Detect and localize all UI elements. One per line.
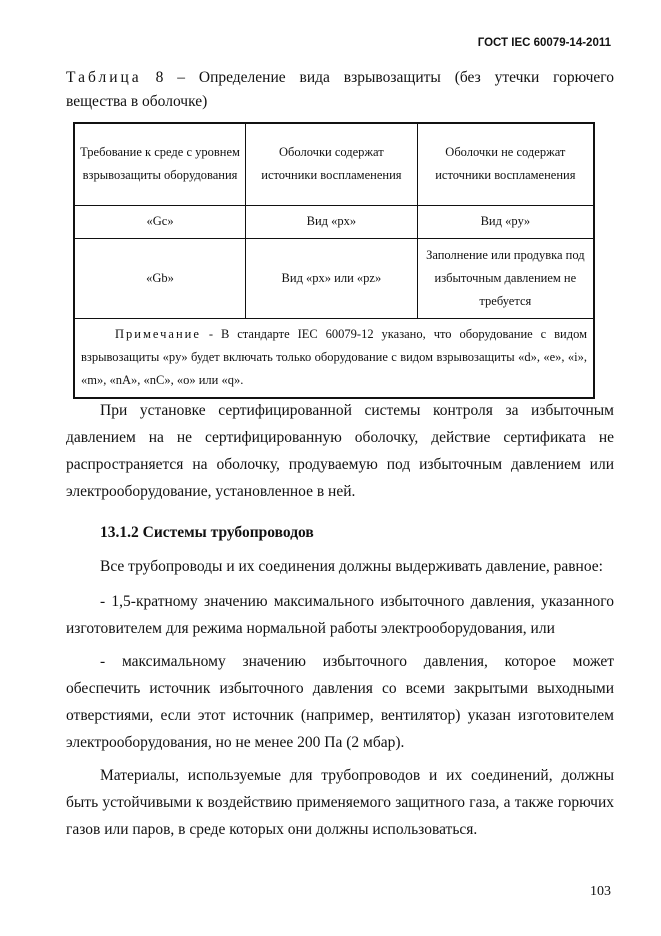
paragraph: При установке сертифицированной системы контроля за избыточным давлением на не сертифицированную оболочку, действие сертификата не распространяется на оболочку, продуваемую под избыточным давлением или электрооборудование, установленное в ней. <box>66 402 614 500</box>
section-heading: 13.1.2 Системы трубопроводов <box>100 524 314 541</box>
table-cell: Вид «py» <box>417 205 594 238</box>
table-caption <box>66 66 614 114</box>
note-label: Примечание <box>115 327 201 342</box>
table-row <box>74 238 594 318</box>
table-cell: «Gc» <box>74 205 246 238</box>
table-caption-title-cont: вещества в оболочке) <box>66 93 208 110</box>
table-caption-label: Таблица <box>66 69 142 86</box>
table-note <box>74 318 594 398</box>
table-header-row <box>74 123 594 205</box>
list-item: - максимальному значению избыточного давления, которое может обеспечить источник избыточного давления со всеми закрытыми выходными отверстиями, если этот источник (например, вентилятор) указан изготовителем электрооборудования, но не менее 200 Па (2 мбар). <box>66 653 614 751</box>
table-cell: Вид «px» или «pz» <box>246 238 418 318</box>
table-header-cell: Оболочки не содержат источники воспламенения <box>417 123 594 205</box>
paragraph: Все трубопроводы и их соединения должны выдерживать давление, равное: <box>100 558 603 575</box>
table-cell: Заполнение или продувка под избыточным давлением не требуется <box>417 238 594 318</box>
table-header-cell: Требование к среде с уровнем взрывозащиты оборудования <box>74 123 246 205</box>
table-caption-title: – Определение вида взрывозащиты (без утечки горючего <box>177 69 615 86</box>
list-item: - 1,5-кратному значению максимального избыточного давления, указанного изготовителем для режима нормальной работы электрооборудования, или <box>66 593 614 637</box>
protection-type-table <box>73 122 595 399</box>
paragraph: Материалы, используемые для трубопроводов и их соединений, должны быть устойчивыми к воздействию применяемого защитного газа, а также горючих газов или паров, в среде которых они должны использоваться. <box>66 767 614 838</box>
table-cell: «Gb» <box>74 238 246 318</box>
page-number: 103 <box>590 884 611 899</box>
table-row <box>74 205 594 238</box>
table-caption-number: 8 <box>155 69 164 86</box>
note-text: - В стандарте IEC 60079-12 указано, что оборудование с видом взрывозащиты «py» будет включать только оборудование с видом взрывозащиты «d», «e», «i», «m», «nA», «nC», «o» или «q». <box>81 327 588 388</box>
table-note-row <box>74 318 594 398</box>
table-cell: Вид «px» <box>246 205 418 238</box>
table-header-cell: Оболочки содержат источники воспламенения <box>246 123 418 205</box>
document-code-header: ГОСТ IEC 60079-14-2011 <box>477 37 611 49</box>
